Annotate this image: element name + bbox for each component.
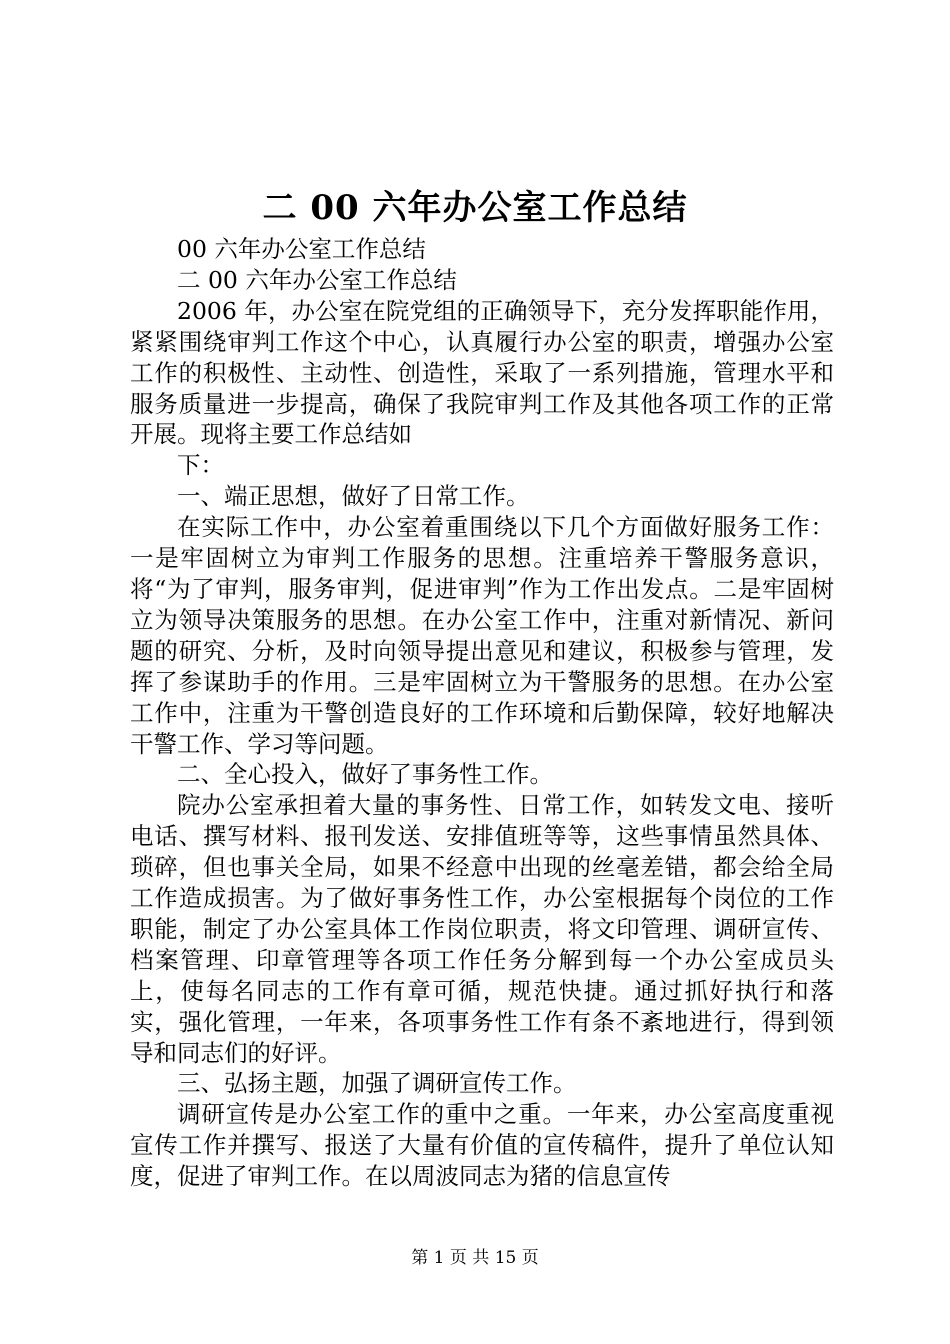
paragraph: 00 六年办公室工作总结	[177, 235, 426, 263]
document-body	[130, 234, 834, 1192]
paragraph: 2006 年，办公室在院党组的正确领导下，充分发挥职能作用，紧紧围绕审判工作这个中心，认真履行办公室的职责，增强办公室工作的积极性、主动性、创造性，采取了一系列措施，管理水平和服务质量进一步提高，确保了我院审判工作及其他各项工作的正常开展。现将主要工作总结如	[130, 296, 834, 449]
page-footer: 第 1 页 共 15 页	[411, 1248, 539, 1268]
paragraph: 在实际工作中，办公室着重围绕以下几个方面做好服务工作：一是牢固树立为审判工作服务的思想。注重培养干警服务意识，将“为了审判，服务审判，促进审判”作为工作出发点。二是牢固树立为领导决策服务的思想。在办公室工作中，注重对新情况、新问题的研究、分析，及时向领导提出意见和建议，积极参与管理，发挥了参谋助手的作用。三是牢固树立为干警服务的思想。在办公室工作中，注重为干警创造良好的工作环境和后勤保障，较好地解决干警工作、学习等问题。	[130, 513, 834, 758]
section-heading: 一、端正思想，做好了日常工作。	[177, 482, 530, 511]
section-heading: 二、全心投入，做好了事务性工作。	[177, 760, 553, 789]
paragraph: 下：	[177, 451, 224, 480]
section-heading: 三、弘扬主题，加强了调研宣传工作。	[177, 1069, 577, 1098]
paragraph: 院办公室承担着大量的事务性、日常工作，如转发文电、接听电话、撰写材料、报刊发送、安排值班等等，这些事情虽然具体、琐碎，但也事关全局，如果不经意中出现的丝毫差错，都会给全局工作造成损害。为了做好事务性工作，办公室根据每个岗位的工作职能，制定了办公室具体工作岗位职责，将文印管理、调研宣传、档案管理、印章管理等各项工作任务分解到每一个办公室成员头上，使每名同志的工作有章可循，规范快捷。通过抓好执行和落实，强化管理，一年来，各项事务性工作有条不紊地进行，得到领导和同志们的好评。	[130, 791, 834, 1067]
document-title: 二 00 六年办公室工作总结	[262, 188, 688, 228]
paragraph: 二 00 六年办公室工作总结	[177, 265, 457, 294]
paragraph: 调研宣传是办公室工作的重中之重。一年来，办公室高度重视宣传工作并撰写、报送了大量有价值的宣传稿件，提升了单位认知度，促进了审判工作。在以周波同志为猪的信息宣传	[130, 1100, 834, 1191]
